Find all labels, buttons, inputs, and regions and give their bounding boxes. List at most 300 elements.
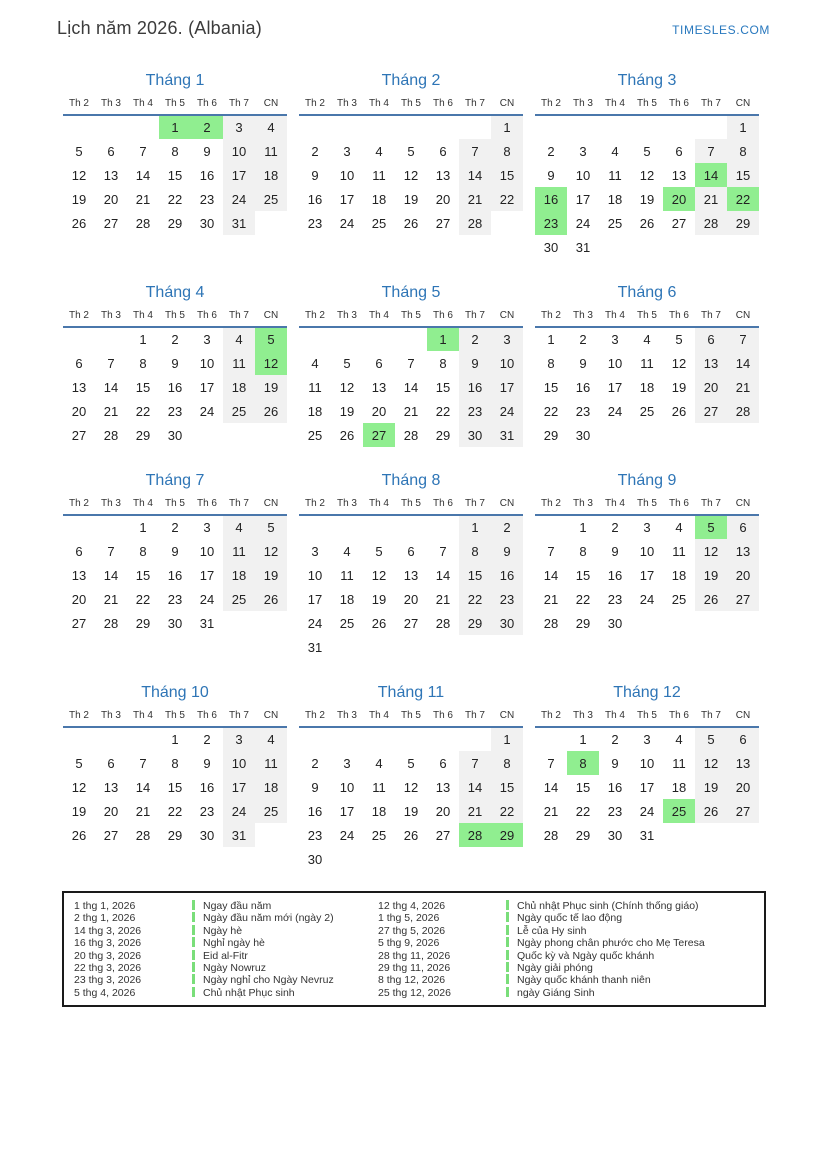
legend-label: Lễ của Hy sinh: [517, 924, 587, 937]
month-title: Tháng 10: [141, 684, 209, 701]
day-cell: 21: [135, 191, 151, 207]
day-cell: 9: [203, 143, 211, 159]
day-cell: 25: [663, 799, 695, 823]
empty-cell: [95, 515, 127, 539]
day-cell: 16: [167, 379, 183, 395]
day-cell: 24: [575, 215, 591, 231]
day-cell: 13: [727, 539, 759, 563]
day-cell: 22: [575, 803, 591, 819]
legend-date: 14 thg 3, 2026: [74, 924, 142, 937]
weekday-header: Th 2: [535, 97, 567, 115]
day-cell: 23: [199, 191, 215, 207]
day-cell: 11: [372, 167, 386, 183]
weekday-header: Th 6: [663, 97, 695, 115]
day-cell: 27: [671, 215, 687, 231]
weekday-header: Th 7: [223, 497, 255, 515]
day-cell: 12: [255, 351, 287, 375]
day-cell: 19: [671, 379, 687, 395]
day-cell: 20: [727, 563, 759, 587]
day-cell: 20: [103, 803, 119, 819]
day-cell: 15: [135, 379, 151, 395]
day-cell: 7: [727, 327, 759, 351]
day-cell: 9: [459, 351, 491, 375]
day-cell: 8: [439, 355, 447, 371]
day-cell: 23: [491, 587, 523, 611]
legend-label: Ngày phong chân phước cho Mẹ Teresa: [517, 937, 705, 950]
day-cell: 29: [575, 827, 591, 843]
page-header: [57, 18, 770, 39]
day-cell: 13: [71, 567, 87, 583]
legend-entry: [192, 900, 378, 912]
day-cell: 27: [435, 215, 451, 231]
day-cell: 7: [459, 139, 491, 163]
weekday-header: Th 4: [127, 97, 159, 115]
day-cell: 13: [435, 167, 451, 183]
day-cell: 17: [607, 379, 623, 395]
day-cell: 4: [375, 755, 383, 771]
day-cell: 10: [199, 543, 215, 559]
day-cell: 31: [223, 211, 255, 235]
day-cell: 2: [311, 755, 319, 771]
day-cell: 24: [199, 591, 215, 607]
day-cell: 3: [579, 143, 587, 159]
day-cell: 19: [639, 191, 655, 207]
day-cell: 22: [575, 591, 591, 607]
empty-cell: [535, 115, 567, 139]
day-cell: 22: [135, 591, 151, 607]
months-grid: [63, 72, 770, 871]
day-cell: 8: [139, 355, 147, 371]
day-cell: 26: [695, 587, 727, 611]
weekday-header: Th 4: [599, 497, 631, 515]
day-cell: 11: [340, 567, 354, 583]
legend-label: Nghỉ ngày hè: [203, 937, 265, 950]
day-cell: 27: [71, 615, 87, 631]
day-cell: 17: [639, 779, 655, 795]
weekday-header: Th 6: [191, 97, 223, 115]
empty-cell: [223, 611, 255, 635]
weekday-header: Th 5: [159, 97, 191, 115]
day-cell: 5: [695, 515, 727, 539]
day-cell: 20: [663, 187, 695, 211]
day-cell: 9: [579, 355, 587, 371]
day-cell: 30: [167, 615, 183, 631]
weekday-header: Th 7: [459, 97, 491, 115]
empty-cell: [299, 727, 331, 751]
day-cell: 1: [459, 515, 491, 539]
day-cell: 30: [199, 215, 215, 231]
day-cell: 1: [427, 327, 459, 351]
weekday-header: Th 4: [363, 309, 395, 327]
day-cell: 10: [575, 167, 591, 183]
day-cell: 17: [199, 379, 215, 395]
day-cell: 16: [607, 779, 623, 795]
day-cell: 18: [607, 191, 623, 207]
legend-entry: [192, 925, 378, 937]
day-cell: 14: [103, 379, 119, 395]
weekday-header: Th 6: [191, 497, 223, 515]
day-cell: 26: [255, 399, 287, 423]
day-cell: 25: [371, 827, 387, 843]
day-cell: 12: [403, 779, 419, 795]
legend-label: Ngày đầu năm mới (ngày 2): [203, 912, 334, 925]
empty-cell: [331, 635, 363, 659]
weekday-header: Th 3: [567, 309, 599, 327]
day-cell: 28: [727, 399, 759, 423]
weekday-header: Th 3: [331, 709, 363, 727]
day-cell: 30: [167, 427, 183, 443]
day-cell: 3: [311, 543, 319, 559]
day-cell: 30: [607, 615, 623, 631]
day-cell: 16: [199, 779, 215, 795]
day-cell: 17: [639, 567, 655, 583]
empty-cell: [631, 115, 663, 139]
weekday-header: Th 3: [567, 497, 599, 515]
empty-cell: [727, 823, 759, 847]
month-title: Tháng 7: [145, 472, 205, 489]
empty-cell: [459, 635, 491, 659]
day-cell: 12: [695, 751, 727, 775]
empty-cell: [363, 327, 395, 351]
day-cell: 11: [672, 543, 686, 559]
day-cell: 20: [435, 803, 451, 819]
day-cell: 5: [343, 355, 351, 371]
empty-cell: [395, 327, 427, 351]
legend-label: Ngày quốc khánh thanh niên: [517, 974, 651, 987]
day-cell: 2: [459, 327, 491, 351]
day-cell: 26: [371, 615, 387, 631]
day-cell: 12: [671, 355, 687, 371]
day-cell: 29: [135, 427, 151, 443]
day-cell: 31: [223, 823, 255, 847]
day-cell: 24: [223, 187, 255, 211]
empty-cell: [63, 727, 95, 751]
day-cell: 18: [339, 591, 355, 607]
legend-label: Quốc kỳ và Ngày quốc khánh: [517, 949, 655, 962]
day-cell: 24: [223, 799, 255, 823]
empty-cell: [255, 423, 287, 447]
weekday-header: Th 2: [535, 709, 567, 727]
day-cell: 2: [171, 332, 179, 347]
weekday-header: Th 4: [599, 97, 631, 115]
day-cell: 26: [639, 215, 655, 231]
day-cell: 21: [403, 403, 419, 419]
day-cell: 3: [643, 732, 651, 747]
day-cell: 5: [75, 755, 83, 771]
day-cell: 8: [171, 143, 179, 159]
day-cell: 11: [255, 751, 287, 775]
day-cell: 5: [407, 755, 415, 771]
day-cell: 7: [407, 355, 415, 371]
day-cell: 1: [547, 332, 555, 347]
day-cell: 21: [727, 375, 759, 399]
weekday-header: Th 6: [663, 709, 695, 727]
day-cell: 13: [103, 167, 119, 183]
legend-label: Chủ nhật Phục sinh (Chính thống giáo): [517, 900, 699, 912]
empty-cell: [695, 611, 727, 635]
day-cell: 25: [671, 591, 687, 607]
weekday-header: Th 2: [63, 497, 95, 515]
weekday-header: Th 7: [459, 309, 491, 327]
holiday-marker-icon: [192, 962, 195, 972]
weekday-header: Th 5: [159, 309, 191, 327]
day-cell: 3: [343, 755, 351, 771]
weekday-header: Th 3: [95, 497, 127, 515]
legend-entry: [192, 962, 378, 974]
weekday-header: Th 5: [631, 97, 663, 115]
day-cell: 15: [491, 163, 523, 187]
day-cell: 4: [643, 332, 651, 347]
weekday-header: Th 4: [363, 497, 395, 515]
day-cell: 9: [611, 755, 619, 771]
month-title: Tháng 2: [381, 72, 441, 89]
day-cell: 18: [223, 375, 255, 399]
day-cell: 4: [255, 727, 287, 751]
day-cell: 7: [139, 143, 147, 159]
empty-cell: [63, 327, 95, 351]
empty-cell: [459, 727, 491, 751]
weekday-header: Th 3: [567, 709, 599, 727]
day-cell: 21: [543, 803, 559, 819]
day-cell: 29: [727, 211, 759, 235]
day-cell: 25: [223, 587, 255, 611]
legend-label: Ngày hè: [203, 924, 243, 937]
day-cell: 17: [199, 567, 215, 583]
day-cell: 20: [71, 403, 87, 419]
empty-cell: [631, 611, 663, 635]
day-cell: 3: [223, 727, 255, 751]
day-cell: 18: [255, 775, 287, 799]
day-cell: 22: [491, 187, 523, 211]
holiday-marker-icon: [192, 925, 195, 935]
day-cell: 26: [671, 403, 687, 419]
day-cell: 2: [191, 115, 223, 139]
day-cell: 21: [459, 799, 491, 823]
day-cell: 4: [223, 515, 255, 539]
empty-cell: [663, 423, 695, 447]
legend-label: Ngày nghỉ cho Ngày Nevruz: [203, 974, 334, 987]
day-cell: 14: [135, 779, 151, 795]
legend-entry: [506, 925, 754, 937]
day-cell: 8: [139, 543, 147, 559]
day-cell: 1: [139, 332, 147, 347]
day-cell: 23: [199, 803, 215, 819]
weekday-header: CN: [491, 709, 523, 727]
legend-label: Chủ nhật Phục sinh: [203, 986, 295, 999]
day-cell: 2: [311, 143, 319, 159]
day-cell: 29: [167, 827, 183, 843]
legend-date: 25 thg 12, 2026: [378, 986, 451, 999]
day-cell: 12: [403, 167, 419, 183]
month-2: [299, 72, 523, 259]
day-cell: 12: [71, 167, 87, 183]
day-cell: 6: [75, 355, 83, 371]
empty-cell: [395, 847, 427, 871]
day-cell: 15: [727, 163, 759, 187]
legend-date: 5 thg 9, 2026: [378, 937, 440, 950]
holiday-marker-icon: [506, 937, 509, 947]
day-cell: 19: [339, 403, 355, 419]
day-cell: 7: [139, 755, 147, 771]
legend-entry: [506, 900, 754, 912]
day-cell: 12: [255, 539, 287, 563]
day-cell: 28: [459, 823, 491, 847]
day-cell: 29: [459, 611, 491, 635]
weekday-header: Th 3: [331, 497, 363, 515]
day-cell: 1: [579, 520, 587, 535]
day-cell: 22: [135, 403, 151, 419]
day-cell: 9: [171, 355, 179, 371]
weekday-header: Th 3: [331, 309, 363, 327]
day-cell: 4: [343, 543, 351, 559]
weekday-header: Th 4: [599, 709, 631, 727]
day-cell: 28: [459, 211, 491, 235]
legend-label: Eid al-Fitr: [203, 949, 248, 962]
day-cell: 19: [255, 563, 287, 587]
legend-entry: [192, 937, 378, 949]
day-cell: 24: [639, 803, 655, 819]
day-cell: 21: [543, 591, 559, 607]
month-title: Tháng 11: [377, 684, 445, 701]
weekday-header: CN: [727, 309, 759, 327]
day-cell: 23: [535, 211, 567, 235]
weekday-header: CN: [727, 497, 759, 515]
day-cell: 22: [459, 587, 491, 611]
weekday-header: Th 5: [631, 709, 663, 727]
holiday-marker-icon: [506, 987, 509, 997]
day-cell: 18: [223, 563, 255, 587]
day-cell: 9: [611, 543, 619, 559]
day-cell: 27: [71, 427, 87, 443]
empty-cell: [95, 727, 127, 751]
weekday-header: Th 4: [363, 97, 395, 115]
holiday-marker-icon: [506, 974, 509, 984]
day-cell: 10: [307, 567, 323, 583]
day-cell: 19: [695, 775, 727, 799]
day-cell: 12: [371, 567, 387, 583]
legend-box: [62, 891, 766, 1007]
day-cell: 6: [375, 355, 383, 371]
weekday-header: Th 4: [363, 709, 395, 727]
day-cell: 15: [135, 567, 151, 583]
day-cell: 14: [459, 163, 491, 187]
weekday-header: Th 2: [299, 709, 331, 727]
empty-cell: [727, 235, 759, 259]
day-cell: 22: [167, 803, 183, 819]
day-cell: 27: [727, 799, 759, 823]
weekday-header: Th 4: [127, 309, 159, 327]
empty-cell: [427, 515, 459, 539]
day-cell: 4: [223, 327, 255, 351]
day-cell: 14: [543, 567, 559, 583]
day-cell: 25: [255, 187, 287, 211]
weekday-header: Th 5: [159, 497, 191, 515]
day-cell: 18: [639, 379, 655, 395]
weekday-header: Th 2: [63, 709, 95, 727]
empty-cell: [191, 423, 223, 447]
day-cell: 11: [640, 355, 654, 371]
day-cell: 10: [223, 139, 255, 163]
day-cell: 8: [459, 539, 491, 563]
empty-cell: [535, 727, 567, 751]
empty-cell: [631, 423, 663, 447]
day-cell: 10: [639, 755, 655, 771]
site-link[interactable]: TIMESLES.COM: [672, 23, 770, 37]
day-cell: 29: [435, 427, 451, 443]
legend-date: 2 thg 1, 2026: [74, 912, 136, 925]
empty-cell: [331, 515, 363, 539]
day-cell: 29: [543, 427, 559, 443]
day-cell: 21: [135, 803, 151, 819]
month-4: [63, 284, 287, 447]
weekday-header: Th 5: [631, 309, 663, 327]
day-cell: 6: [727, 515, 759, 539]
day-cell: 20: [371, 403, 387, 419]
day-cell: 2: [171, 520, 179, 535]
day-cell: 2: [203, 732, 211, 747]
month-title: Tháng 5: [381, 284, 441, 301]
day-cell: 28: [135, 215, 151, 231]
day-cell: 16: [575, 379, 591, 395]
day-cell: 8: [727, 139, 759, 163]
month-title: Tháng 12: [613, 684, 681, 701]
empty-cell: [695, 235, 727, 259]
day-cell: 29: [135, 615, 151, 631]
empty-cell: [95, 327, 127, 351]
day-cell: 28: [435, 615, 451, 631]
empty-cell: [459, 847, 491, 871]
empty-cell: [63, 515, 95, 539]
day-cell: 11: [223, 539, 255, 563]
day-cell: 13: [695, 351, 727, 375]
day-cell: 14: [103, 567, 119, 583]
day-cell: 3: [223, 115, 255, 139]
day-cell: 24: [199, 403, 215, 419]
day-cell: 27: [727, 587, 759, 611]
day-cell: 1: [491, 115, 523, 139]
day-cell: 20: [71, 591, 87, 607]
weekday-header: Th 6: [427, 709, 459, 727]
legend-entry: [506, 962, 754, 974]
legend-label: ngày Giáng Sinh: [517, 986, 595, 999]
day-cell: 15: [491, 775, 523, 799]
day-cell: 27: [363, 423, 395, 447]
day-cell: 27: [103, 215, 119, 231]
day-cell: 17: [223, 775, 255, 799]
weekday-header: Th 6: [663, 309, 695, 327]
empty-cell: [395, 727, 427, 751]
month-title: Tháng 6: [617, 284, 677, 301]
day-cell: 21: [103, 591, 119, 607]
day-cell: 31: [639, 827, 655, 843]
day-cell: 9: [491, 539, 523, 563]
day-cell: 2: [491, 515, 523, 539]
weekday-header: Th 4: [127, 709, 159, 727]
weekday-header: Th 7: [223, 709, 255, 727]
day-cell: 13: [103, 779, 119, 795]
day-cell: 8: [579, 543, 587, 559]
empty-cell: [491, 847, 523, 871]
day-cell: 30: [459, 423, 491, 447]
day-cell: 25: [307, 427, 323, 443]
day-cell: 25: [255, 799, 287, 823]
month-9: [535, 472, 759, 659]
month-12: [535, 684, 759, 871]
day-cell: 17: [339, 803, 355, 819]
day-cell: 6: [107, 143, 115, 159]
day-cell: 8: [171, 755, 179, 771]
day-cell: 5: [643, 143, 651, 159]
